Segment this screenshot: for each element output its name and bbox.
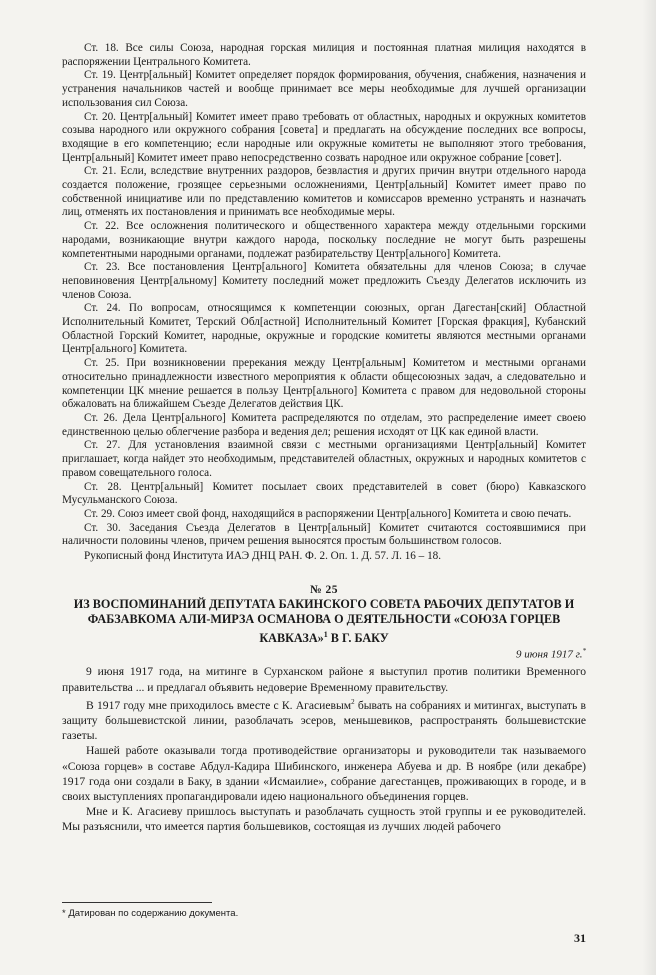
- archive-source: Рукописный фонд Института ИАЭ ДНЦ РАН. Ф. 2. Оп. 1. Д. 57. Л. 16 – 18.: [84, 550, 442, 563]
- page-number: 31: [574, 931, 586, 945]
- footnote-mark: 2: [351, 697, 355, 706]
- scan-edge-shadow: [642, 0, 656, 975]
- memoir-paragraph: Мне и К. Агасиеву пришлось выступать и разоблачать сущность этой группы и ее руководителей. Мы разъяснили, что имеется партия большевиков, состоящая из лучших людей рабочего: [62, 805, 586, 834]
- memoir-paragraph: [62, 695, 586, 743]
- memoir-paragraph-start: В 1917 году мне приходилось вместе с К. Агасиевым: [86, 698, 352, 712]
- article-19: Ст. 19. Центр[альный] Комитет определяет порядок формирования, обучения, снабжения, назначения и устранения начальников частей и вообще принимает все меры необходимые для лучшей организации использования сил Союза.: [62, 69, 586, 109]
- article-28: Ст. 28. Центр[альный] Комитет посылает своих представителей в совет (бюро) Кавказского Мусульманского Союза.: [62, 480, 586, 507]
- article-22: Ст. 22. Все осложнения политического и общественного характера между отдельными горскими народами, возникающие внутри каждого народа, поскольку последние не могут быть разрешены компетентными народными органами, подлежат разбирательству Центр[ального] Комитета.: [62, 220, 586, 260]
- footnote: * Датирован по содержанию документа.: [62, 908, 239, 919]
- article-29: Ст. 29. Союз имеет свой фонд, находящийся в распоряжении Центр[ального] Комитета и свою печать.: [84, 507, 572, 520]
- document-date-text: 9 июня 1917 г.: [516, 648, 583, 661]
- article-21: Ст. 21. Если, вследствие внутренних раздоров, безвластия и других причин внутри отдельного народа создается положение, грозящее серьезными осложнениями, Центр[альный] Комитет имеет право по собственной инициативе или по представлению комитетов и комиссаров временно устранять и назначать лиц, отменять их постановления и принимать все необходимые меры.: [62, 165, 586, 219]
- memoir-paragraph: Нашей работе оказывали тогда противодействие организаторы и руководители так называемого «Союза горцев» в составе Абдул-Кадира Шибинского, инженера Абуева и др. В ноябре (или декабре) 1917 года они создали в Баку, в здании «Исмаилие», собрание дагестанцев, проживающих в городе, и в своих выступлениях пропагандировали идею национального объединения горцев.: [62, 744, 586, 803]
- article-25: Ст. 25. При возникновении пререкания между Центр[альным] Комитетом и местными органами относительно принадлежности известного мероприятия к области общесоюзных задач, а следовательно и компетенции ЦК мнение решается в пользу Центр[ального] Комитета с правом для недовольной стороны обжаловать на ближайшем Съезде Делегатов действия ЦК.: [62, 357, 586, 411]
- document-number: № 25: [310, 583, 338, 596]
- article-27: Ст. 27. Для установления взаимной связи с местными организациями Центр[альный] Комитет приглашает, когда найдет это необходимым, представителей областных, окружных и народных комитетов с правом совещательного голоса.: [62, 439, 586, 479]
- date-footnote-mark: *: [582, 646, 586, 655]
- charter-articles: [62, 42, 586, 564]
- article-26: Ст. 26. Дела Центр[ального] Комитета распределяются по отделам, это распределение имеет своею единственною целью облегчение разбора и ведения дел; решения исходят от ЦК как единой власти.: [62, 411, 586, 438]
- document-title-text: ИЗ ВОСПОМИНАНИЙ ДЕПУТАТА БАКИНСКОГО СОВЕТА РАБОЧИХ ДЕПУТАТОВ И ФАБЗАВКОМА АЛИ-МИРЗА ОСМАНОВА О ДЕЯТЕЛЬНОСТИ «СОЮЗА ГОРЦЕВ КАВКАЗА»: [73, 596, 575, 645]
- memoir-paragraph: 9 июня 1917 года, на митинге в Сурханском районе я выступил против политики Временного правительства ... и предлагал объявить недоверие Временному правительству.: [62, 665, 586, 694]
- document-title: [62, 597, 586, 646]
- memoir-text: [62, 664, 586, 834]
- article-30: Ст. 30. Заседания Съезда Делегатов в Центр[альный] Комитет считаются состоявшимися при наличности половины членов, причем решения выносятся простым большинством голосов.: [62, 521, 586, 548]
- article-18: Ст. 18. Все силы Союза, народная горская милиция и постоянная платная милиция находятся в распоряжении Центрального Комитета.: [62, 42, 586, 68]
- footnote-divider: [62, 902, 212, 903]
- memoir-paragraph-end: бывать на собраниях и митингах, выступать в защиту большевистской линии, разоблачать эсеров, меньшевиков, распространять большевистские газеты.: [62, 698, 586, 743]
- document-title-end: В Г. БАКУ: [327, 630, 389, 645]
- article-24: Ст. 24. По вопросам, относящимся к компетенции союзных, орган Дагестан[ский] Областной Исполнительный Комитет, Терский Обл[астной] Исполнительный Комитет [Горская фракция], Кубанский Областной Горский Комитет, народные, окружные и городские комитеты являются местными органами Центр[ального] Комитета.: [62, 302, 586, 356]
- document-date: [62, 647, 586, 661]
- title-footnote-mark: 1: [323, 629, 328, 639]
- article-20: Ст. 20. Центр[альный] Комитет имеет право требовать от областных, народных и окружных комитетов созыва народного или окружного собрания [совета] и предлагать на обсуждение последних все вопросы, входящие в его компетенцию; если народные или окружные комитеты не выполняют этого требования, Центр[альный] Комитет имеет право непосредственно созвать народное или окружное собрание [совет].: [62, 110, 586, 164]
- article-23: Ст. 23. Все постановления Центр[ального] Комитета обязательны для членов Союза; в случае неповиновения Центр[альному] Комитету последний может предложить Съезду Делегатов исключить из членов Союза.: [62, 261, 586, 301]
